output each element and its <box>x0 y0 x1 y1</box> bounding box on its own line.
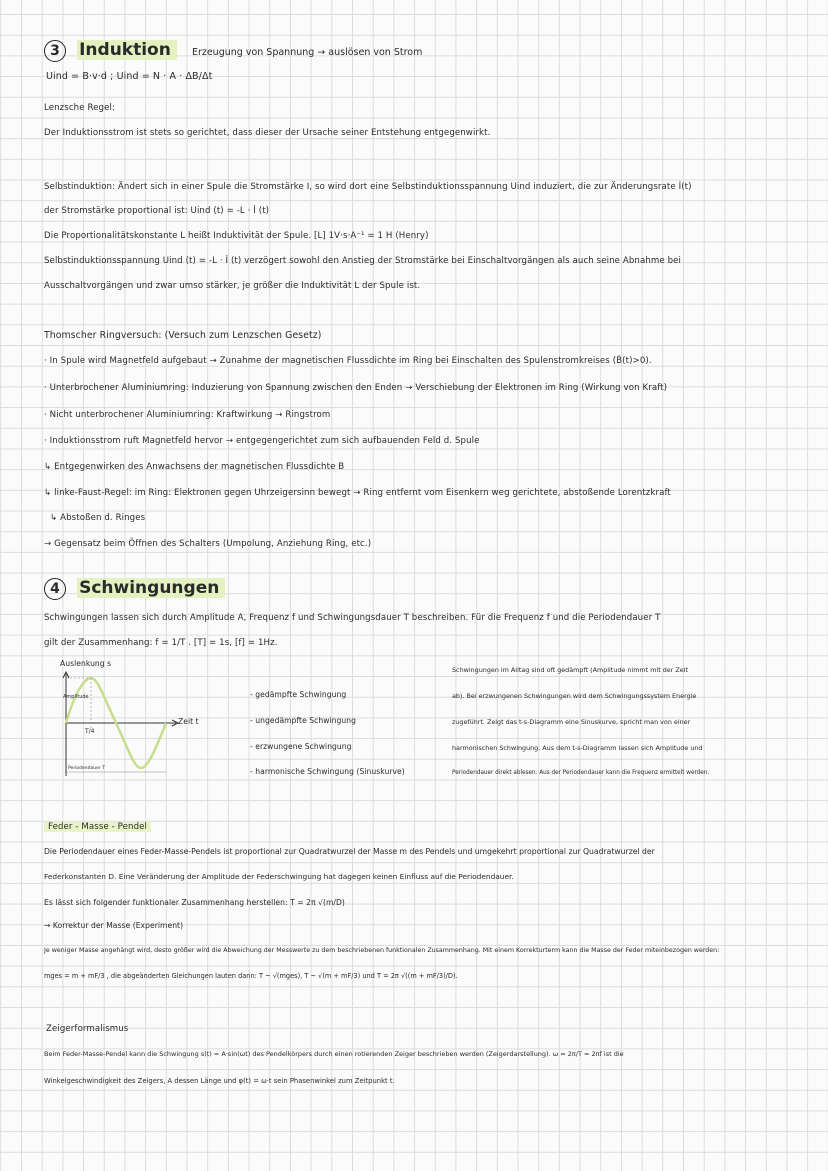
thomson-line-5: ↳ Entgegenwirken des Anwachsens der magnetischen Flussdichte B <box>44 462 345 472</box>
osc-side-1: Schwingungen im Alltag sind oft gedämpft (Amplitude nimmt mit der Zeit <box>452 666 688 674</box>
fm-line-6: mges = m + mF/3 , die abgeänderten Gleichungen lauten dann: T ~ √(mges), T ~ √(m + mF/3) und T = 2π √((m + mF/3)/D). <box>44 972 458 980</box>
zeiger-line-1: Beim Feder-Masse-Pendel kann die Schwingung s(t) = A·sin(ωt) des Pendelkörpers durch einen rotierenden Zeiger beschrieben werden (Zeigerdarstellung). ω = 2π/T = 2πf ist die <box>44 1050 624 1058</box>
induction-formula: Uind = B·v·d ; Uind = N · A · ΔB/Δt <box>46 71 213 82</box>
thomson-line-4: · Induktionsstrom ruft Magnetfeld hervor → entgegengerichtet zum sich aufbauenden Feld d. Spule <box>44 436 480 446</box>
osc-type-4: - harmonische Schwingung (Sinuskurve) <box>250 767 405 776</box>
self-line-5: Ausschaltvorgängen und zwar umso stärker, je größer die Induktivität L der Spule ist. <box>44 281 421 291</box>
graph-quarter-label: T/4 <box>85 728 95 735</box>
osc-type-2: - ungedämpfte Schwingung <box>250 716 356 725</box>
section3-subtitle: Erzeugung von Spannung → auslösen von Strom <box>191 47 423 58</box>
osc-side-4: harmonischen Schwingung. Aus dem t-s-Diagramm lassen sich Amplitude und <box>452 744 703 752</box>
lenz-text: Der Induktionsstrom ist stets so gerichtet, dass dieser der Ursache seiner Entstehung entgegenwirkt. <box>44 128 491 138</box>
thomson-line-6: ↳ linke-Faust-Regel: im Ring: Elektronen gegen Uhrzeigersinn bewegt → Ring entfernt vom Eisenkern weg gerichtete, abstoßende Lorentzkraft <box>44 488 671 498</box>
thomson-line-7: ↳ Abstoßen d. Ringes <box>50 513 146 523</box>
thomson-line-2: · Unterbrochener Aluminiumring: Induzierung von Spannung zwischen den Enden → Verschiebung der Elektronen im Ring (Wirkung von Kraft) <box>44 383 668 393</box>
section4-number: 4 <box>44 578 66 600</box>
thomson-line-3: · Nicht unterbrochener Aluminiumring: Kraftwirkung → Ringstrom <box>44 410 331 420</box>
graph-period-label: Periodendauer T <box>68 766 105 771</box>
thomson-line-8: → Gegensatz beim Öffnen des Schalters (Umpolung, Anziehung Ring, etc.) <box>44 539 372 549</box>
graph-y-label: Auslenkung s <box>60 659 112 668</box>
section3-title: Induktion <box>77 40 177 60</box>
self-line-2: der Stromstärke proportional ist: Uind (t) = -L · İ (t) <box>44 206 270 216</box>
section3-header <box>44 40 422 62</box>
fm-heading: Feder - Masse - Pendel <box>44 822 151 832</box>
fm-line-5: Je weniger Masse angehängt wird, desto größer wird die Abweichung der Messwerte zu dem beschriebenen funktionalen Zusammenhang. Mit einem Korrekturterm kann die Masse der Feder miteinbezogen werden: <box>44 947 720 954</box>
fm-line-4: → Korrektur der Masse (Experiment) <box>44 921 184 930</box>
fm-line-3: Es lässt sich folgender funktionaler Zusammenhang herstellen: T = 2π √(m/D) <box>44 898 345 907</box>
self-line-4: Selbstinduktionsspannung Uind (t) = -L · İ (t) verzögert sowohl den Anstieg der Stromstärke bei Einschaltvorgängen als auch seine Abnahme bei <box>44 256 682 266</box>
graph-amp-label: Amplitude <box>63 694 89 700</box>
graph-x-label: Zeit t <box>178 717 199 726</box>
osc-intro-2: gilt der Zusammenhang: f = 1/T . [T] = 1s, [f] = 1Hz. <box>44 638 278 648</box>
osc-side-5: Periodendauer direkt ablesen. Aus der Periodendauer kann die Frequenz ermittelt werden. <box>452 770 710 776</box>
section3-number: 3 <box>44 40 66 62</box>
lenz-heading: Lenzsche Regel: <box>44 103 115 113</box>
section4-header <box>44 578 225 600</box>
section4-title: Schwingungen <box>77 578 225 598</box>
thomson-heading: Thomscher Ringversuch: (Versuch zum Lenzschen Gesetz) <box>44 330 322 341</box>
self-line-3: Die Proportionalitätskonstante L heißt Induktivität der Spule. [L] 1V·s·A⁻¹ = 1 H (Henry) <box>44 231 429 241</box>
zeiger-line-2: Winkelgeschwindigkeit des Zeigers, A dessen Länge und φ(t) = ω·t sein Phasenwinkel zum Zeitpunkt t. <box>44 1077 395 1085</box>
thomson-line-1: · In Spule wird Magnetfeld aufgebaut → Zunahme der magnetischen Flussdichte im Ring bei Einschalten des Spulenstromkreises (Ḃ(t)>0). <box>44 356 652 366</box>
osc-intro-1: Schwingungen lassen sich durch Amplitude A, Frequenz f und Schwingungsdauer T beschreiben. Für die Frequenz f und die Periodendauer T <box>44 613 661 623</box>
osc-side-2: ab). Bei erzwungenen Schwingungen wird dem Schwingungssystem Energie <box>452 692 697 700</box>
osc-type-3: - erzwungene Schwingung <box>250 742 352 751</box>
osc-type-1: - gedämpfte Schwingung <box>250 690 347 699</box>
self-line-1: Selbstinduktion: Ändert sich in einer Spule die Stromstärke I, so wird dort eine Selbstinduktionsspannung Uind induziert, die zur Änderungsrate İ(t) <box>44 182 692 192</box>
fm-line-1: Die Periodendauer eines Feder-Masse-Pendels ist proportional zur Quadratwurzel der Masse m des Pendels und umgekehrt proportional zur Quadratwurzel der <box>44 847 655 856</box>
fm-line-2: Federkonstanten D. Eine Veränderung der Amplitude der Federschwingung hat dagegen keinen Einfluss auf die Periodendauer. <box>44 872 514 881</box>
zeiger-heading: Zeigerformalismus <box>46 1024 129 1034</box>
osc-side-3: zugeführt. Zeigt das t-s-Diagramm eine Sinuskurve, spricht man von einer <box>452 718 691 726</box>
